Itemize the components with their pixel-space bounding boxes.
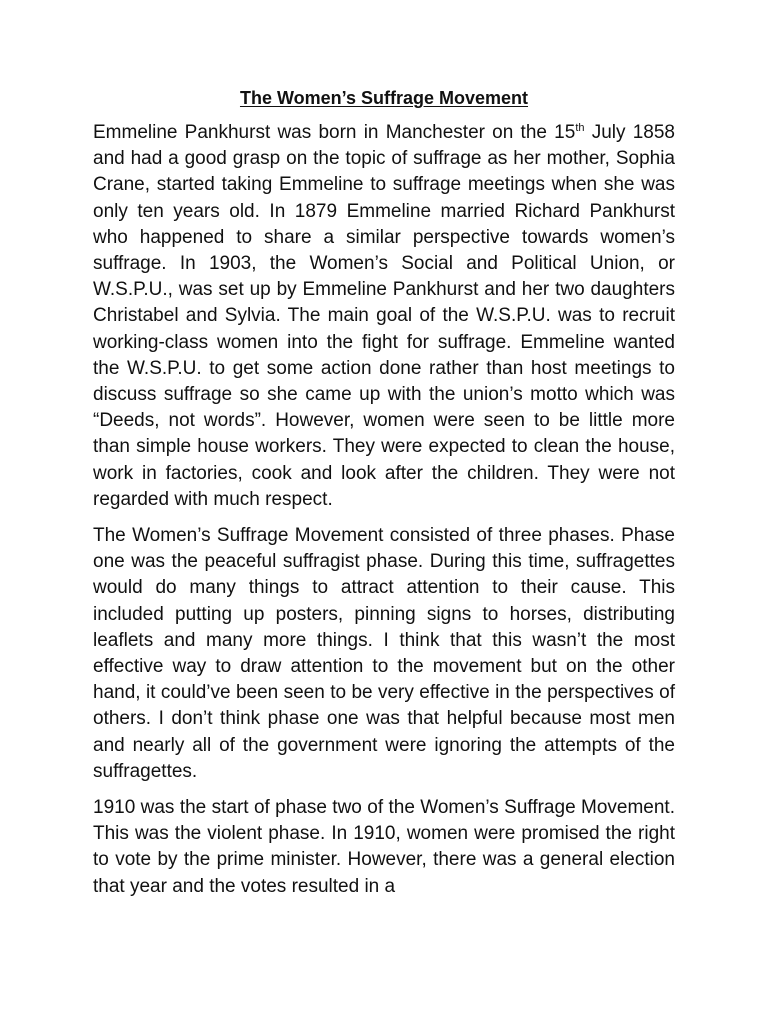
paragraph-2: The Women’s Suffrage Movement consisted of three phases. Phase one was the peaceful suffragist phase. During this time, suffragettes would do many things to attract attention to their cause. This included putting up posters, pinning signs to horses, distributing leaflets and many more things. I think that this wasn’t the most effective way to draw attention to the movement but on the other hand, it could’ve been seen to be very effective in the perspectives of others. I don’t think phase one was that helpful because most men and nearly all of the government were ignoring the attempts of the suffragettes.	[93, 525, 675, 782]
document-body	[93, 120, 675, 900]
paragraph-3: 1910 was the start of phase two of the Women’s Suffrage Movement. This was the violent phase. In 1910, women were promised the right to vote by the prime minister. However, there was a general election that year and the votes resulted in a	[93, 797, 675, 897]
paragraph-1-text-end: July 1858 and had a good grasp on the topic of suffrage as her mother, Sophia Crane, started taking Emmeline to suffrage meetings when she was only ten years old. In 1879 Emmeline married Richard Pankhurst who happened to share a similar perspective towards women’s suffrage. In 1903, the Women’s Social and Political Union, or W.S.P.U., was set up by Emmeline Pankhurst and her two daughters Christabel and Sylvia. The main goal of the W.S.P.U. was to recruit working-class women into the fight for suffrage. Emmeline wanted the W.S.P.U. to get some action done rather than host meetings to discuss suffrage so she came up with the union’s motto which was “Deeds, not words”. However, women were seen to be little more than simple house workers. They were expected to clean the house, work in factories, cook and look after the children. They were not regarded with much respect.	[93, 122, 675, 510]
document-title: The Women’s Suffrage Movement	[239, 88, 529, 108]
paragraph-1	[93, 120, 675, 513]
ordinal-suffix: th	[575, 122, 585, 134]
paragraph-1-text-start: Emmeline Pankhurst was born in Manchester on the 15	[93, 122, 576, 143]
